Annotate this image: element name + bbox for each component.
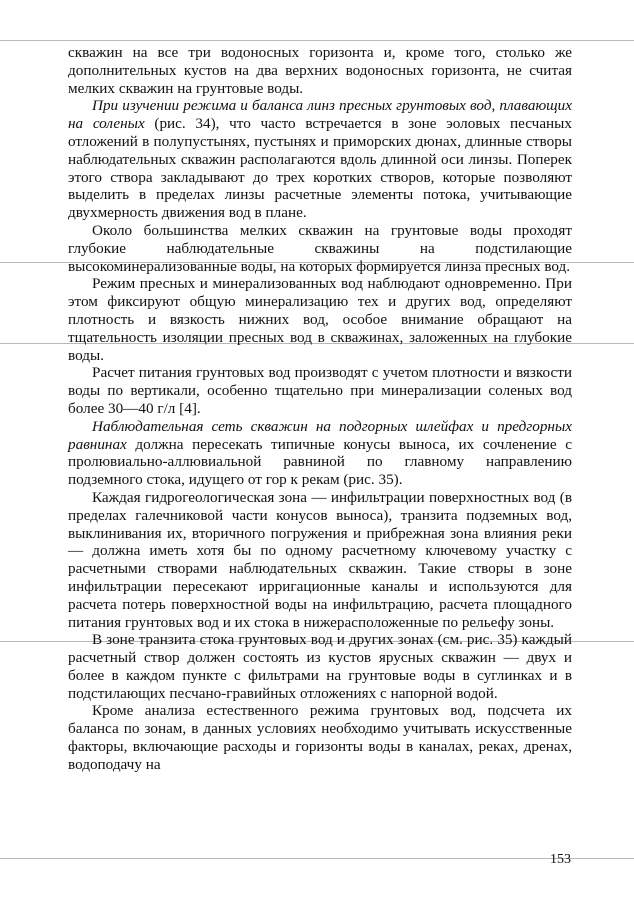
paragraph-6 xyxy=(68,418,572,489)
paragraph-2 xyxy=(68,97,572,222)
scan-line xyxy=(0,858,634,859)
paragraph-italic-lead: Наблюдательная сеть скважин на подгорных шлейфах и предгорных равнинах xyxy=(68,417,572,453)
paragraph-9 xyxy=(68,702,572,773)
paragraph-4 xyxy=(68,275,572,364)
paragraph-8 xyxy=(68,631,572,702)
paragraph-3 xyxy=(68,222,572,275)
paragraph-text: Около большинства мелких скважин на грунтовые воды проходят глубокие наблюдательные скважины на подстилающие высокоминерализованные воды, на которых формируется линза пресных вод. xyxy=(68,221,572,275)
paragraph-italic-lead: При изучении режима и баланса линз пресных грунтовых вод, плавающих на соленых xyxy=(68,97,572,133)
paragraph-text: должна пересекать типичные конусы выноса, их сочленение с пролювиально-аллювиальной равниной по главному направлению подземного стока, идущего от гор к рекам (рис. 35). xyxy=(68,435,572,489)
paragraph-1 xyxy=(68,44,572,97)
paragraph-text: Кроме анализа естественного режима грунтовых вод, подсчета их баланса по зонам, в данных условиях необходимо учитывать искусственные факторы, включающие расходы и горизонты воды в каналах, реках, дренах, водоподачу на xyxy=(68,702,572,773)
paragraph-5 xyxy=(68,364,572,417)
paragraph-text: Расчет питания грунтовых вод производят с учетом плотности и вязкости воды по вертикали, особенно тщательно при минерализации соленых вод более 30—40 г/л [4]. xyxy=(68,364,572,417)
scan-line xyxy=(0,40,634,41)
paragraph-text: В зоне транзита стока грунтовых вод и других зонах (см. рис. 35) каждый расчетный створ должен состоять из кустов ярусных скважин — двух и более в каждом пункте с фильтрами на грунтовые воды в суглинках и в подстилающих песчано-гравийных отложениях с напорной водой. xyxy=(68,631,572,702)
paragraph-7 xyxy=(68,489,572,631)
paragraph-text: скважин на все три водоносных горизонта и, кроме того, столько же дополнительных кустов на два верхних водоносных горизонта, не считая мелких скважин на грунтовые воды. xyxy=(68,44,572,97)
paragraph-text: Режим пресных и минерализованных вод наблюдают одновременно. При этом фиксируют общую минерализацию тех и других вод, определяют плотность и вязкость нижних вод, особое внимание обращают на тщательность изоляции пресных вод в скважинах, заложенных на глубокие воды. xyxy=(68,275,572,364)
page-number: 153 xyxy=(550,852,571,867)
paragraph-text: Каждая гидрогеологическая зона — инфильтрации поверхностных вод (в пределах галечниковой части конусов выноса), транзита подземных вод, выклинивания их, вторичного погружения и прибрежная зона влияния реки — должна иметь хотя бы по одному расчетному ключевому участку с расчетными створами наблюдательных скважин. Такие створы в зоне инфильтрации пересекают ирригационные каналы и используются для расчета потерь поверхностной воды на инфильтрацию, расчета площадного питания грунтовых вод и их стока в нижерасположенные по рельефу зоны. xyxy=(68,488,572,631)
paragraph-text: (рис. 34), что часто встречается в зоне эоловых песчаных отложений в полупустынях, пустынях и приморских дюнах, длинные створы наблюдательных скважин располагаются вдоль длинной оси линзы. Поперек этого створа закладывают до трех коротких створов, которые позволяют выделить в пределах линзы расчетные элементы потока, учитывающие двухмерность движения вод в плане. xyxy=(68,115,572,222)
page-body xyxy=(68,44,572,774)
